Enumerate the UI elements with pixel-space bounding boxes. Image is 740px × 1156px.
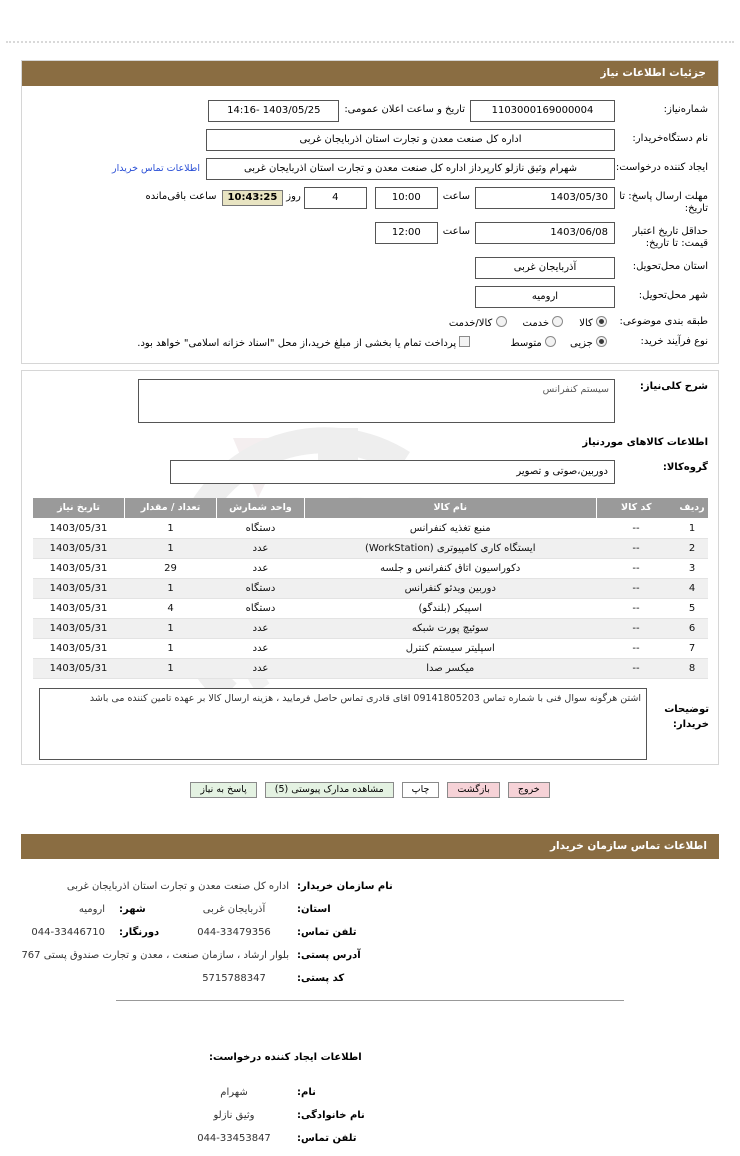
back-button[interactable]: بازگشت [447,782,499,798]
goods-group-row [32,460,708,484]
cell-item-name: منبع تغذیه کنفرانس [305,518,597,538]
cell-need-date: 1403/05/31 [33,518,125,538]
contact-org-row [21,881,719,892]
cell-need-date: 1403/05/31 [33,638,125,658]
cell-quantity: 1 [125,578,217,598]
need-details-panel [21,60,719,364]
process-option-motevaset-label: متوسط [510,338,542,349]
requester-phone-value: 044-33453847 [197,1133,271,1144]
cell-quantity: 1 [125,658,217,678]
respond-to-need-button[interactable]: پاسخ به نیاز [190,782,256,798]
cell-need-date: 1403/05/31 [33,658,125,678]
table-row [33,578,709,598]
col-row-no: ردیف [676,498,708,518]
top-divider [6,41,734,43]
category-option-khedmat-label: خدمت [522,318,550,329]
validity-hour-label: ساعت [442,226,470,237]
requester-section [21,1052,719,1156]
cell-item-name: دوربین ویدئو کنفرانس [305,578,597,598]
table-row [33,538,709,558]
delivery-city-value: ارومیه [475,286,615,308]
cell-item-code: -- [596,518,676,538]
contact-divider [116,1000,624,1001]
cell-need-date: 1403/05/31 [33,618,125,638]
contact-address-row [21,950,719,961]
cell-unit: دستگاه [217,518,305,538]
cell-row-no: 4 [676,578,708,598]
requester-firstname-label: نام: [297,1087,316,1098]
goods-table-header-row [33,498,709,518]
cell-item-code: -- [596,558,676,578]
creator-label: ایجاد کننده درخواست: [615,162,708,173]
buyer-contact-section [21,834,719,1001]
countdown-timer: 10:43:25 [222,190,284,206]
delivery-province-value: آذربایجان غربی [475,257,615,279]
col-item-code: کد کالا [596,498,676,518]
need-details-header: جزئیات اطلاعات نیاز [22,61,718,86]
delivery-city-row [32,286,708,308]
need-summary-row [32,379,708,423]
cell-need-date: 1403/05/31 [33,538,125,558]
cell-quantity: 1 [125,518,217,538]
cell-unit: عدد [217,558,305,578]
cell-item-code: -- [596,538,676,558]
cell-item-name: میکسر صدا [305,658,597,678]
announce-datetime-value: 1403/05/25 -14:16 [208,100,339,122]
cell-quantity: 4 [125,598,217,618]
requester-firstname-value: شهرام [220,1087,248,1098]
buyer-notes-label: توضیحات خریدار: [664,704,709,730]
contact-fax-label: دورنگار: [119,927,160,938]
table-row [33,558,709,578]
contact-city-value: ارومیه [78,904,105,915]
col-quantity: تعداد / مقدار [125,498,217,518]
buyer-contact-header: اطلاعات تماس سازمان خریدار [21,834,719,859]
goods-group-label: گروه‌کالا: [662,462,708,473]
contact-phone-value: 044-33479356 [197,927,271,938]
cell-row-no: 1 [676,518,708,538]
contact-address-value: بلوار ارشاد ، سازمان صنعت ، معدن و تجارت صندوق پستی 767 [21,950,289,961]
need-summary-value: سیستم کنفرانس [138,379,615,423]
table-row [33,518,709,538]
need-summary-label: شرح کلی‌نیاز: [639,381,708,392]
cell-quantity: 1 [125,618,217,638]
col-unit: واحد شمارش [217,498,305,518]
delivery-province-label: استان محل‌تحویل: [632,261,708,272]
cell-quantity: 29 [125,558,217,578]
col-item-name: نام کالا [305,498,597,518]
goods-group-value: دوربین،صوتی و تصویر [170,460,615,484]
cell-item-code: -- [596,618,676,638]
buyer-contact-link[interactable]: اطلاعات تماس خریدار [111,163,200,174]
goods-section-heading: اطلاعات کالاهای موردنیاز [582,437,708,448]
contact-province-row [21,904,719,915]
cell-item-code: -- [596,638,676,658]
cell-quantity: 1 [125,638,217,658]
buyer-org-label: نام دستگاه‌خریدار: [632,133,708,144]
cell-item-name: دکوراسیون اتاق کنفرانس و جلسه [305,558,597,578]
need-number-label: شماره‌نیاز: [663,104,708,115]
requester-lastname-label: نام خانوادگی: [297,1110,365,1121]
radio-motevaset-icon[interactable] [545,336,556,347]
requester-phone-label: تلفن تماس: [297,1133,357,1144]
buyer-notes-row [31,688,709,760]
cell-need-date: 1403/05/31 [33,578,125,598]
deadline-hour-label: ساعت [442,191,470,202]
delivery-province-row [32,257,708,279]
category-option-kala[interactable] [579,316,607,329]
purchase-process-row [32,336,708,349]
buyer-org-row [32,129,708,151]
contact-postal-row [21,973,719,984]
validity-date-value: 1403/06/08 [475,222,615,244]
radio-jozi-icon[interactable] [596,336,607,347]
category-option-kala-label: کالا [579,318,593,329]
view-attachments-button[interactable]: مشاهده مدارک پیوستی (5) [265,782,394,798]
treasury-docs-option[interactable] [137,336,470,349]
validity-time-value: 12:00 [375,222,438,244]
radio-both-icon[interactable] [496,316,507,327]
need-number-row [32,100,708,122]
process-option-jozi[interactable] [570,336,607,349]
cell-row-no: 7 [676,638,708,658]
response-deadline-row [32,187,708,215]
cell-unit: دستگاه [217,578,305,598]
category-option-both-label: کالا/خدمت [448,318,493,329]
cell-unit: عدد [217,658,305,678]
contact-org-label: نام سازمان خریدار: [297,881,393,892]
checkbox-treasury-icon[interactable] [459,336,470,347]
radio-kala-icon[interactable] [596,316,607,327]
contact-phone-row [21,927,719,938]
col-need-date: تاریخ نیاز [33,498,125,518]
cell-item-name: اسپیکر (بلندگو) [305,598,597,618]
need-number-value: 1103000169000004 [470,100,615,122]
cell-row-no: 5 [676,598,708,618]
table-row [33,638,709,658]
cell-item-name: اسپلیتر سیستم کنترل [305,638,597,658]
cell-item-name: ایستگاه کاری کامپیوتری (WorkStation) [305,538,597,558]
requester-firstname-row [21,1087,719,1098]
goods-table [32,498,708,679]
contact-province-label: استان: [297,904,331,915]
table-row [33,618,709,638]
radio-khedmat-icon[interactable] [552,316,563,327]
treasury-docs-label: پرداخت تمام یا بخشی از مبلغ خرید،از محل "اسناد خزانه اسلامی" خواهد بود. [137,338,457,349]
cell-quantity: 1 [125,538,217,558]
cell-unit: عدد [217,618,305,638]
contact-address-label: آدرس پستی: [297,950,361,961]
category-option-khedmat[interactable] [523,316,564,329]
requester-lastname-row [21,1110,719,1121]
buyer-org-value: اداره کل صنعت معدن و تجارت استان اذربایجان غربی [206,129,615,151]
countdown-label: ساعت باقی‌مانده [145,191,217,202]
creator-value: شهرام وثیق نازلو کارپرداز اداره کل صنعت معدن و تجارت استان اذربایجان غربی [206,158,615,180]
cell-item-code: -- [596,658,676,678]
delivery-city-label: شهر محل‌تحویل: [638,290,708,301]
process-option-jozi-label: جزیی [569,338,593,349]
price-validity-label: حداقل تاریخ اعتبار قیمت: تا تاریخ: [632,226,708,249]
purchase-process-label: نوع فرآیند خرید: [640,336,708,348]
cell-unit: عدد [217,538,305,558]
response-deadline-label: مهلت ارسال پاسخ: تا تاریخ: [619,191,708,214]
contact-city-label: شهر: [119,904,146,915]
action-button-bar [0,782,740,798]
requester-heading: اطلاعات ایجاد کننده درخواست: [209,1052,362,1063]
print-button[interactable]: چاپ [402,782,440,798]
requester-lastname-value: وثیق نازلو [213,1110,255,1121]
cell-item-name: سوئیچ پورت شبکه [305,618,597,638]
contact-postal-label: کد پستی: [297,973,345,984]
cell-row-no: 2 [676,538,708,558]
subject-category-label: طبقه بندی موضوعی: [619,316,708,328]
exit-button[interactable]: خروج [508,782,550,798]
table-row [33,598,709,618]
price-validity-row [32,222,708,250]
contact-province-value: آذربایجان غربی [202,904,266,915]
creator-row [32,158,708,180]
cell-row-no: 6 [676,618,708,638]
cell-need-date: 1403/05/31 [33,558,125,578]
deadline-time-value: 10:00 [375,187,438,209]
remaining-days-value: 4 [304,187,367,209]
cell-row-no: 8 [676,658,708,678]
process-option-motevaset[interactable] [510,336,556,349]
cell-unit: عدد [217,638,305,658]
remaining-days-unit: روز [286,191,301,202]
cell-item-code: -- [596,578,676,598]
cell-need-date: 1403/05/31 [33,598,125,618]
cell-unit: دستگاه [217,598,305,618]
contact-phone-label: تلفن تماس: [297,927,357,938]
buyer-notes-value: اشتن هرگونه سوال فنی با شماره تماس 09141805203 اقای قادری تماس حاصل فرمایید ، هزینه ارسال کالا بر عهده تامین کننده می باشد [39,688,647,760]
cell-item-code: -- [596,598,676,618]
cell-row-no: 3 [676,558,708,578]
contact-org-value: اداره کل صنعت معدن و تجارت استان اذربایجان غربی [66,881,289,892]
table-row [33,658,709,678]
subject-category-row [32,316,708,329]
announce-datetime-label: تاریخ و ساعت اعلان عمومی: [344,104,465,115]
category-option-both[interactable] [449,316,507,329]
contact-postal-value: 5715788347 [202,973,266,984]
deadline-date-value: 1403/05/30 [475,187,615,209]
contact-fax-value: 044-33446710 [31,927,105,938]
